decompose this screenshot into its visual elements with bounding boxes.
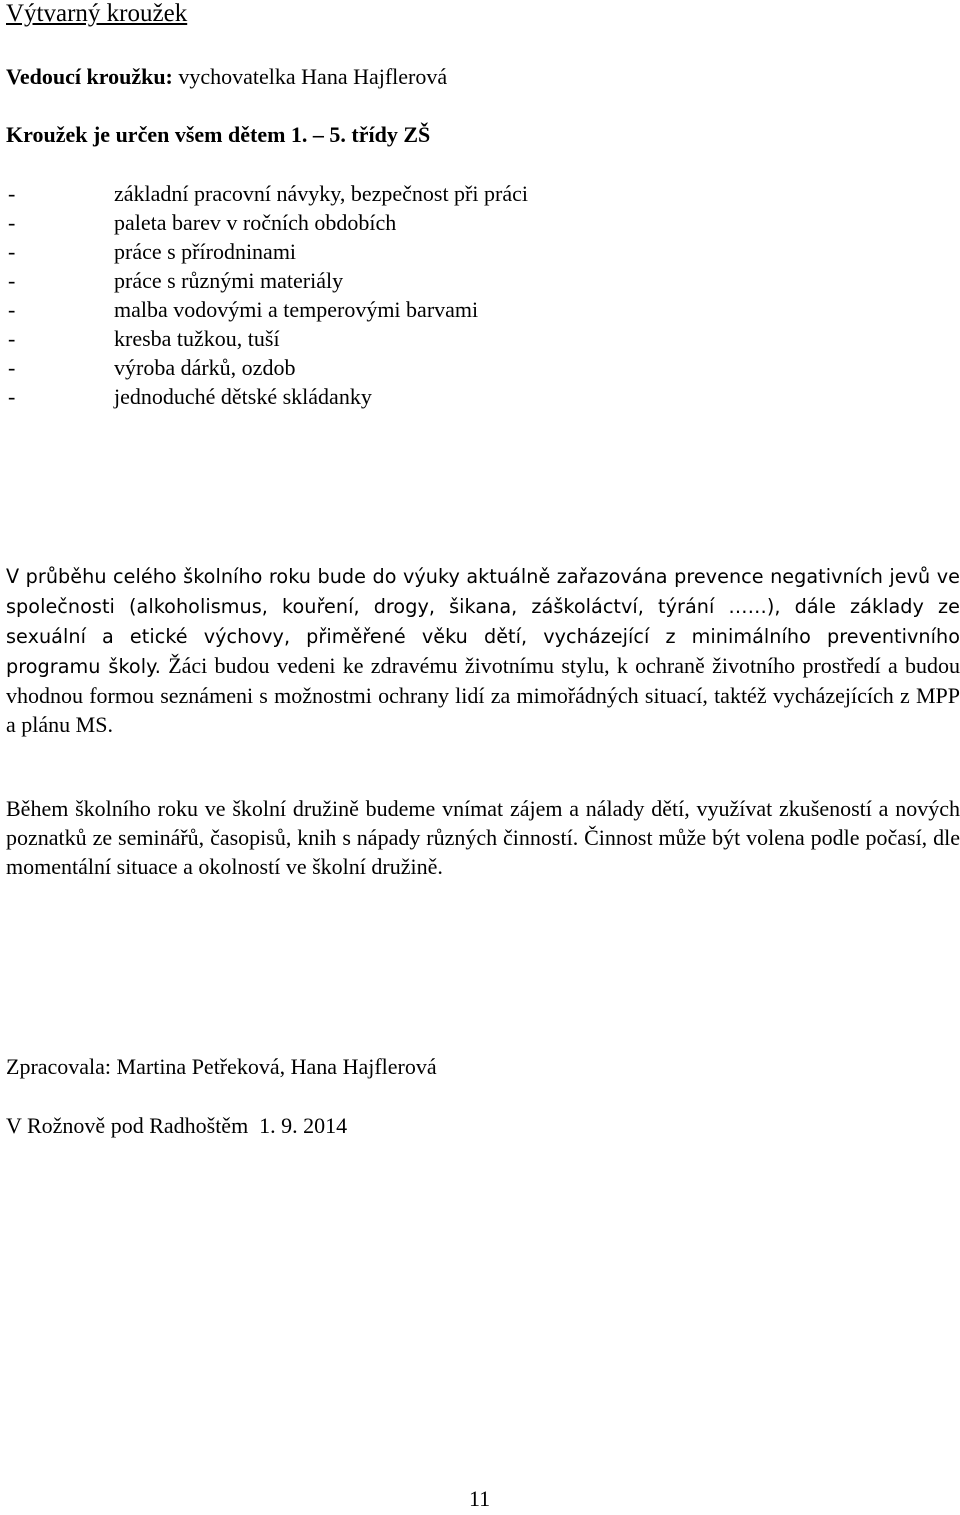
list-marker: - bbox=[8, 384, 16, 409]
prepared-by: Zpracovala: Martina Petřeková, Hana Hajflerová bbox=[6, 1054, 437, 1079]
year-paragraph: Během školního roku ve školní družině budeme vnímat zájem a nálady dětí, využívat zkušeností a nových poznatků ze seminářů, časopisů, knih s nápady různých činností. Činnost může být volena podle počasí, dle momentální situace a okolností ve školní družině. bbox=[6, 796, 960, 879]
list-marker: - bbox=[8, 268, 16, 293]
intended-for-line: Kroužek je určen všem dětem 1. – 5. třídy ZŠ bbox=[6, 122, 431, 147]
page-number: 11 bbox=[469, 1486, 491, 1511]
list-marker: - bbox=[8, 239, 16, 264]
leader-label: Vedoucí kroužku: bbox=[6, 64, 173, 89]
list-item bbox=[8, 239, 608, 265]
leader-value: vychovatelka Hana Hajflerová bbox=[172, 64, 448, 89]
list-item-text: paleta barev v ročních obdobích bbox=[114, 210, 397, 235]
prevention-paragraph bbox=[6, 561, 960, 739]
list-item-text: základní pracovní návyky, bezpečnost při práci bbox=[114, 181, 528, 206]
place-date: V Rožnově pod Radhoštěm 1. 9. 2014 bbox=[6, 1113, 348, 1138]
list-marker: - bbox=[8, 297, 16, 322]
prevention-text-serif: Žáci budou vedeni ke zdravému životnímu stylu, k ochraně životního prostředí a budou vhodnou formou seznámeni s možnostmi ochrany lidí za mimořádných situací, taktéž vycházejících z MPP a plánu MS. bbox=[6, 653, 960, 737]
list-item bbox=[8, 326, 608, 352]
list-marker: - bbox=[8, 355, 16, 380]
list-item bbox=[8, 297, 608, 323]
list-item bbox=[8, 355, 608, 381]
list-item-text: jednoduché dětské skládanky bbox=[114, 384, 372, 409]
list-item-text: výroba dárků, ozdob bbox=[114, 355, 296, 380]
document-title: Výtvarný kroužek bbox=[6, 0, 188, 27]
list-item bbox=[8, 384, 608, 410]
list-item bbox=[8, 210, 608, 236]
list-item bbox=[8, 181, 608, 207]
list-item-text: práce s přírodninami bbox=[114, 239, 297, 264]
list-item bbox=[8, 268, 608, 294]
list-marker: - bbox=[8, 181, 16, 206]
list-marker: - bbox=[8, 326, 16, 351]
list-marker: - bbox=[8, 210, 16, 235]
list-item-text: práce s různými materiály bbox=[114, 268, 344, 293]
list-item-text: kresba tužkou, tuší bbox=[114, 326, 280, 351]
prevention-text-sans: V průběhu celého školního roku bude do výuky aktuálně zařazována prevence negativních jevů ve společnosti (alkoholismus, kouření, drogy, šikana, záškoláctví, týrání ……), dále základy ze sexuální a etické výchovy, přiměřené věku dětí, vycházející z minimálního preventivního programu školy. bbox=[6, 565, 960, 678]
leader-line bbox=[6, 64, 447, 90]
list-item-text: malba vodovými a temperovými barvami bbox=[114, 297, 479, 322]
